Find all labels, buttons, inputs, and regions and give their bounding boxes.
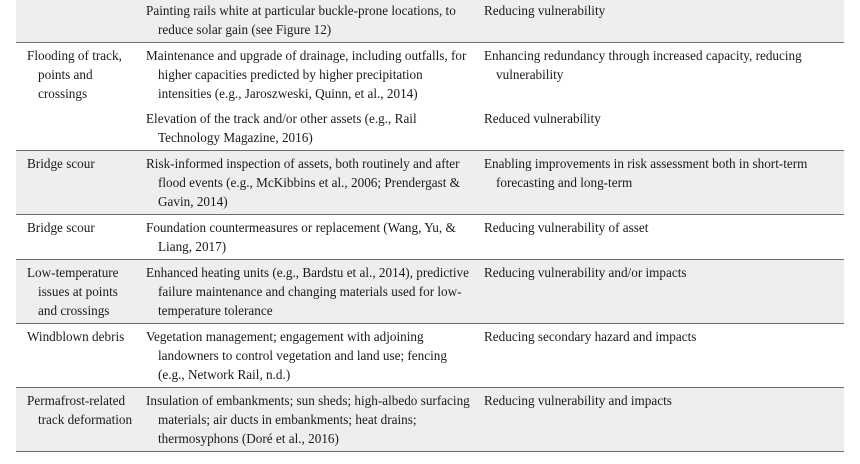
table-row (16, 215, 844, 260)
hazard-cell: Windblown debris (16, 324, 140, 388)
measure-cell: Painting rails white at particular buckle-prone locations, to reduce solar gain (see Figure 12) (140, 0, 478, 43)
table-row (16, 106, 844, 151)
hazard-cell: Bridge scour (16, 151, 140, 215)
hazard-cell (16, 106, 140, 151)
effect-cell: Reducing secondary hazard and impacts (478, 324, 844, 388)
table-row (16, 260, 844, 324)
hazard-cell: Flooding of track, points and crossings (16, 43, 140, 107)
measure-cell: Vegetation management; engagement with adjoining landowners to control vegetation and land use; fencing (e.g., Network Rail, n.d.) (140, 324, 478, 388)
effect-cell: Reducing vulnerability (478, 0, 844, 43)
measure-cell: Elevation of the track and/or other assets (e.g., Rail Technology Magazine, 2016) (146, 111, 417, 145)
table-row (16, 388, 844, 452)
measure-cell: Foundation countermeasures or replacement (Wang, Yu, & Liang, 2017) (140, 215, 478, 260)
measure-cell: Risk-informed inspection of assets, both routinely and after flood events (e.g., McKibbins et al., 2006; Prendergast & Gavin, 2014) (140, 151, 478, 215)
measure-cell: Maintenance and upgrade of drainage, including outfalls, for higher capacities predicted by higher precipitation intensities (e.g., Jaroszweski, Quinn, et al., 2014) (140, 43, 478, 107)
table-row (16, 151, 844, 215)
hazard-cell: Low-temperature issues at points and crossings (16, 260, 140, 324)
effect-cell: Reducing vulnerability and/or impacts (478, 260, 844, 324)
table-row (16, 0, 844, 43)
effect-cell: Reduced vulnerability (484, 111, 601, 126)
measure-cell: Insulation of embankments; sun sheds; high-albedo surfacing materials; air ducts in embankments; heat drains; thermosyphons (Doré et al., 2016) (140, 388, 478, 452)
adaptation-measures-table (16, 0, 844, 452)
effect-cell: Reducing vulnerability and impacts (478, 388, 844, 452)
effect-cell: Enhancing redundancy through increased capacity, reducing vulnerability (478, 43, 844, 107)
effect-cell: Enabling improvements in risk assessment both in short-term forecasting and long-term (478, 151, 844, 215)
hazard-cell: Bridge scour (16, 215, 140, 260)
hazard-cell (16, 0, 140, 43)
measure-cell: Enhanced heating units (e.g., Bardstu et al., 2014), predictive failure maintenance and changing materials used for low-temperature tolerance (140, 260, 478, 324)
effect-cell: Reducing vulnerability of asset (478, 215, 844, 260)
table-row (16, 324, 844, 388)
hazard-cell: Permafrost-related track deformation (16, 388, 140, 452)
table-row (16, 43, 844, 107)
